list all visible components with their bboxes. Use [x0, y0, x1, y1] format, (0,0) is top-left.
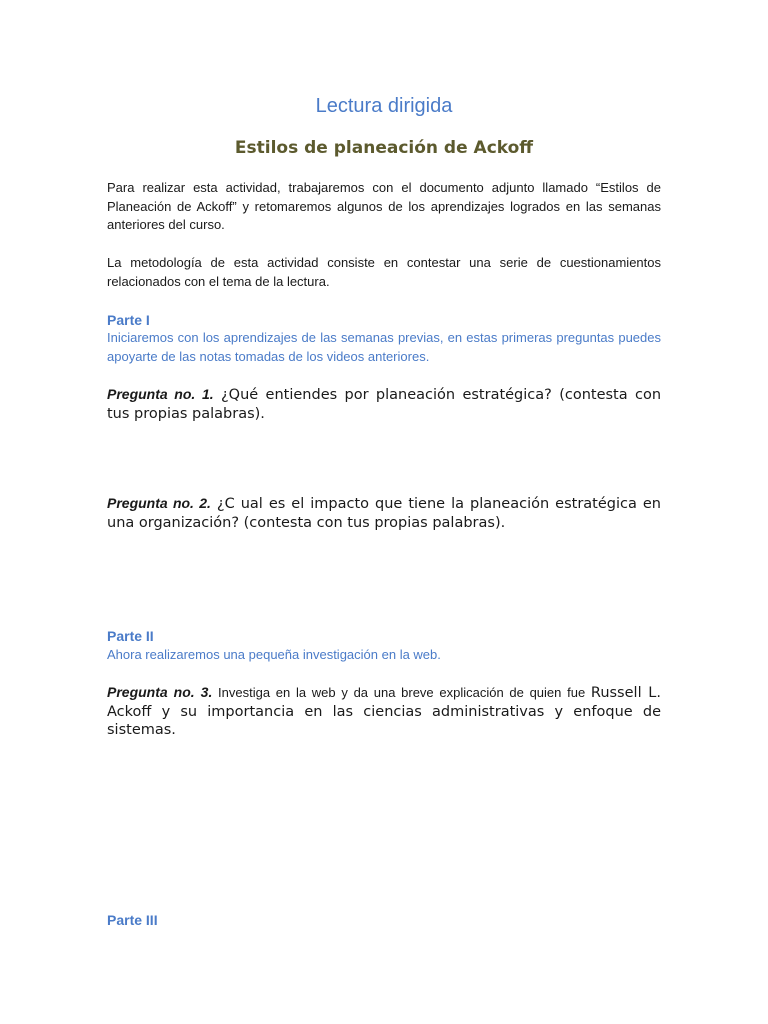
question-1-label: Pregunta no. 1.	[107, 386, 214, 402]
section-heading-parte-2: Parte II	[107, 628, 154, 644]
question-2-label: Pregunta no. 2.	[107, 495, 211, 511]
question-3	[107, 683, 661, 740]
question-2	[107, 494, 661, 532]
document-subtitle: Estilos de planeación de Ackoff	[234, 138, 534, 158]
document-title: Lectura dirigida	[315, 95, 453, 117]
section-heading-parte-1: Parte I	[107, 312, 150, 328]
section-intro-parte-2: Ahora realizaremos una pequeña investigación en la web.	[107, 647, 441, 662]
question-3-label: Pregunta no. 3.	[107, 684, 213, 700]
intro-paragraph-2: La metodología de esta actividad consiste en contestar una serie de cuestionamientos relacionados con el tema de la lectura.	[107, 255, 661, 289]
question-2-text: ¿C ual es el impacto que tiene la planeación estratégica en una organización? (contesta con tus propias palabras).	[107, 496, 661, 531]
section-heading-parte-3: Parte III	[107, 912, 158, 928]
question-1	[107, 385, 661, 423]
question-3-text: Russell L. Ackoff y su importancia en las ciencias administrativas y enfoque de sistemas.	[107, 685, 661, 738]
section-intro-parte-1: Iniciaremos con los aprendizajes de las semanas previas, en estas primeras preguntas puedes apoyarte de las notas tomadas de los videos anteriores.	[107, 330, 661, 364]
question-3-text-lead: Investiga en la web y da una breve explicación de quien fue	[212, 685, 591, 700]
question-1-text: ¿Qué entiendes por planeación estratégica? (contesta con tus propias palabras).	[107, 387, 662, 422]
intro-paragraph-1: Para realizar esta actividad, trabajaremos con el documento adjunto llamado “Estilos de Planeación de Ackoff” y retomaremos algunos de los aprendizajes logrados en las semanas anteriores del curso.	[107, 180, 661, 232]
